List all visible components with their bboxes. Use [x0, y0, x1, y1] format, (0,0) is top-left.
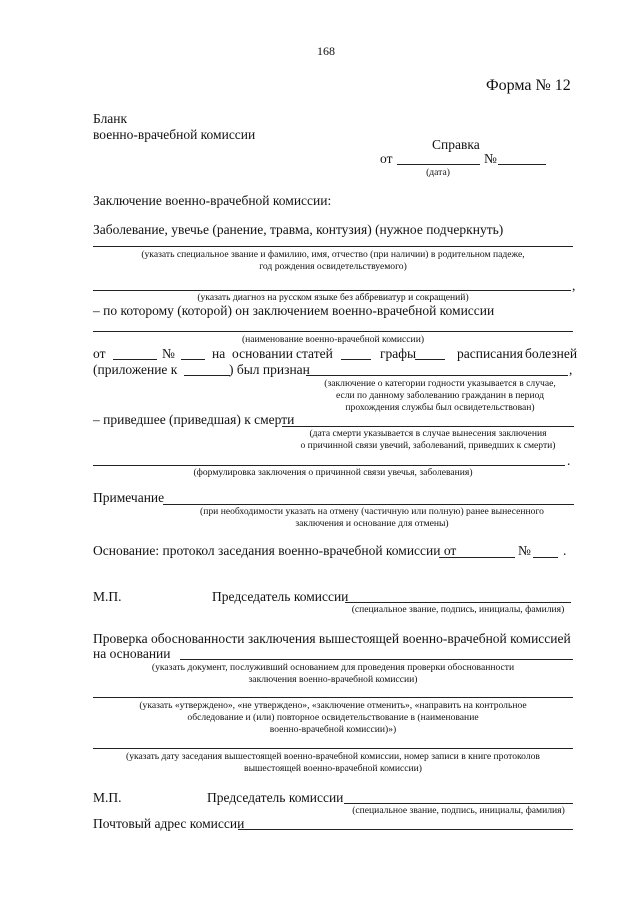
- note-field-line[interactable]: [163, 504, 574, 505]
- chairman-label-1: Председатель комиссии: [212, 589, 349, 604]
- spravka-title: Справка: [432, 137, 480, 152]
- person-field-line[interactable]: [93, 246, 573, 247]
- note-caption-1: (при необходимости указать на отмену (частичную или полную) ранее вынесенного: [200, 506, 544, 517]
- diagnosis-field-line[interactable]: [93, 290, 571, 291]
- disease-line: Заболевание, увечье (ранение, травма, контузия) (нужное подчеркнуть): [93, 222, 504, 237]
- basis-number-line[interactable]: [533, 557, 558, 558]
- form-number: Форма № 12: [486, 77, 571, 94]
- death-caption-2: о причинной связи увечий, заболеваний, приведших к смерти): [300, 440, 556, 451]
- stamp-place-2: М.П.: [93, 790, 122, 805]
- person-caption-1: (указать специальное звание и фамилию, имя, отчество (при наличии) в родительном падеже,: [141, 249, 525, 260]
- category-caption-1: (заключение о категории годности указывается в случае,: [324, 378, 556, 389]
- row-on-label: на: [212, 346, 226, 361]
- diagnosis-caption: (указать диагноз на русском языке без аббревиатур и сокращений): [197, 292, 469, 303]
- commission-blank-label: военно-врачебной комиссии: [93, 127, 256, 142]
- postal-address-line[interactable]: [238, 829, 573, 830]
- basis-period: .: [563, 543, 567, 558]
- session-caption-1: (указать дату заседания вышестоящей военно-врачебной комиссии, номер записи в книге протоколов: [126, 751, 540, 762]
- chairman-caption-2: (специальное звание, подпись, инициалы, фамилия): [352, 805, 565, 816]
- row-basis-label: основании: [232, 346, 293, 361]
- check-line-1: Проверка обоснованности заключения вышестоящей военно-врачебной комиссией: [93, 631, 571, 646]
- diagnosis-comma: ,: [572, 278, 576, 293]
- status-field-line[interactable]: [93, 697, 573, 698]
- number-field-line[interactable]: [498, 164, 546, 165]
- death-field-line[interactable]: [282, 426, 574, 427]
- row-number-line[interactable]: [181, 359, 205, 360]
- category-caption-2: если по данному заболеванию гражданин в период: [335, 390, 545, 401]
- check-line-2: на основании: [93, 646, 171, 661]
- row-schedule-label: расписания: [457, 346, 523, 361]
- chairman-label-2: Председатель комиссии: [207, 790, 344, 805]
- category-field-line[interactable]: [306, 375, 568, 376]
- appendix-line[interactable]: [184, 375, 230, 376]
- row-date-line[interactable]: [113, 359, 157, 360]
- commission-caption: (наименование военно-врачебной комиссии): [241, 334, 425, 345]
- note-label: Примечание: [93, 490, 165, 505]
- basis-date-line[interactable]: [439, 557, 515, 558]
- check-basis-line[interactable]: [180, 659, 573, 660]
- appendix-open: (приложение к: [93, 362, 178, 377]
- formulation-caption: (формулировка заключения о причинной связи увечья, заболевания): [193, 467, 473, 478]
- category-caption-3: прохождения службы был освидетельствован): [345, 402, 535, 413]
- row-column-line[interactable]: [415, 359, 445, 360]
- formulation-field-line[interactable]: [93, 465, 565, 466]
- row-articles-label: статей: [296, 346, 333, 361]
- status-caption-1: (указать «утверждено», «не утверждено», «заключение отменить», «направить на контрольное: [139, 700, 527, 711]
- chairman-signature-line-1[interactable]: [345, 602, 571, 603]
- conclusion-heading: Заключение военно-врачебной комиссии:: [93, 193, 332, 208]
- row-column-label: графы: [380, 346, 417, 361]
- date-caption: (дата): [426, 167, 450, 178]
- status-caption-2: обследование и (или) повторное освидетельствование в (наименование: [187, 712, 479, 723]
- basis-line: Основание: протокол заседания военно-врачебной комиссии от: [93, 543, 457, 558]
- category-comma: ,: [569, 362, 573, 377]
- death-caption-1: (дата смерти указывается в случае вынесения заключения: [309, 428, 547, 439]
- row-articles-line[interactable]: [341, 359, 371, 360]
- basis-number-sign: №: [518, 543, 531, 558]
- chairman-signature-line-2[interactable]: [344, 803, 573, 804]
- session-field-line[interactable]: [93, 748, 573, 749]
- commission-field-line[interactable]: [93, 331, 573, 332]
- blank-label: Бланк: [93, 111, 128, 126]
- stamp-place-1: М.П.: [93, 589, 122, 604]
- from-label: от: [380, 151, 393, 166]
- death-line-label: – приведшее (приведшая) к смерти: [93, 412, 295, 427]
- postal-address-label: Почтовый адрес комиссии: [93, 816, 245, 831]
- chairman-caption-1: (специальное звание, подпись, инициалы, фамилия): [351, 604, 565, 615]
- doc-caption-1: (указать документ, послуживший основанием для проведения проверки обоснованности: [151, 662, 515, 673]
- page-number: 168: [317, 44, 335, 58]
- formulation-period: .: [567, 453, 571, 468]
- row-from-label: от: [93, 346, 106, 361]
- row-diseases-label: болезней: [525, 346, 578, 361]
- by-which-line: – по которому (которой) он заключением военно-врачебной комиссии: [93, 303, 495, 318]
- row-number-sign: №: [162, 346, 175, 361]
- note-caption-2: заключения и основание для отмены): [295, 518, 449, 529]
- doc-caption-2: заключения военно-врачебной комиссии): [248, 674, 418, 685]
- person-caption-2: год рождения освидетельствуемого): [259, 261, 407, 272]
- appendix-close: ) был признан: [229, 362, 310, 377]
- date-field-line[interactable]: [397, 164, 480, 165]
- session-caption-2: вышестоящей военно-врачебной комиссии): [244, 763, 422, 774]
- number-sign: №: [484, 151, 497, 166]
- status-caption-3: военно-врачебной комиссии)»): [269, 724, 397, 735]
